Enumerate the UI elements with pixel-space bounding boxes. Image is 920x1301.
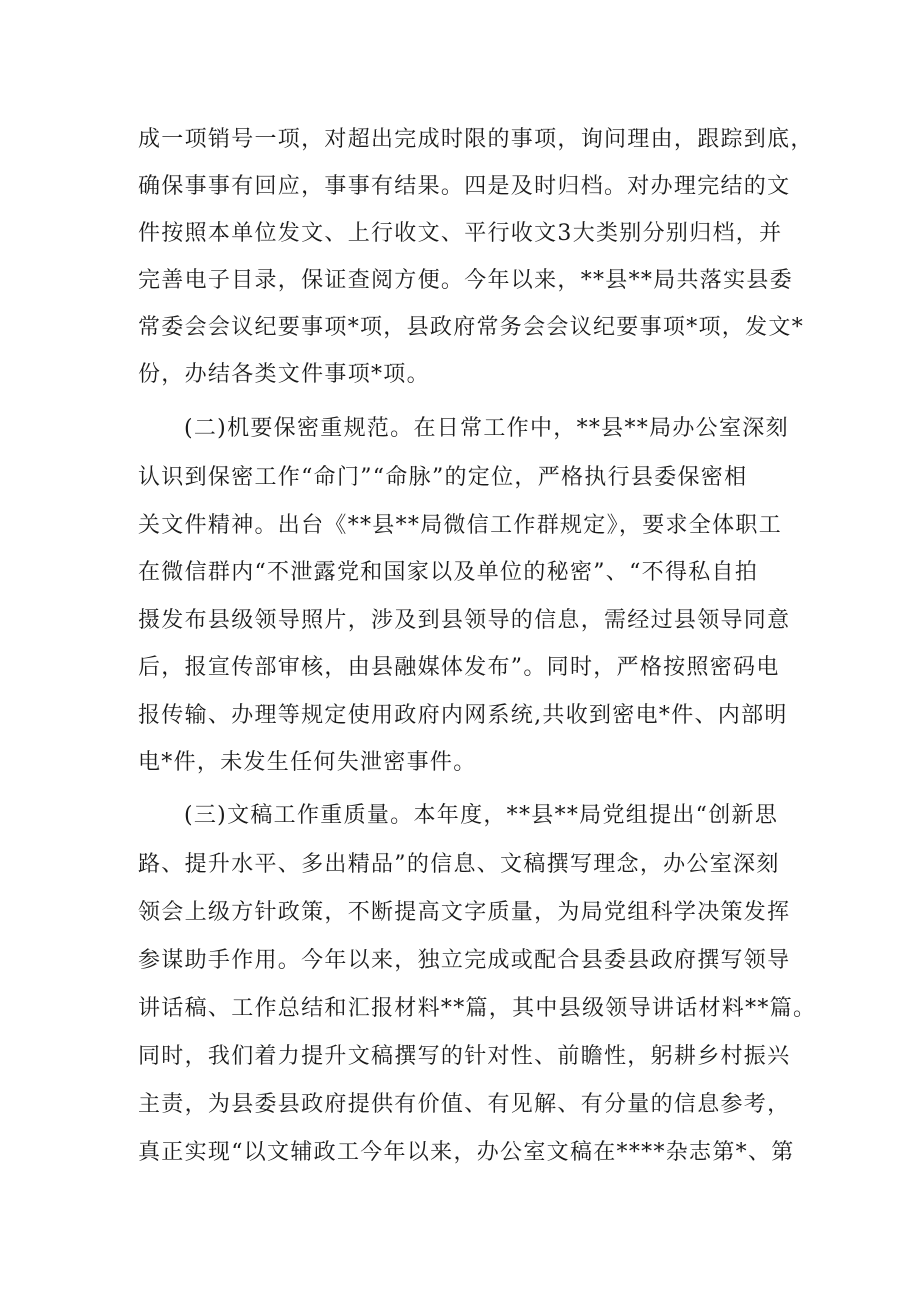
- text-line: 确保事事有回应，事事有结果。四是及时归档。对办理完结的文: [138, 174, 791, 199]
- text-line: (二)机要保密重规范。在日常工作中，**县**局办公室深刻: [184, 416, 789, 441]
- text-line: 参谋助手作用。今年以来，独立完成或配合县委县政府撰写领导: [138, 948, 791, 973]
- text-line: 领会上级方针政策，不断提高文字质量，为局党组科学决策发挥: [138, 900, 791, 925]
- text-line: 同时，我们着力提升文稿撰写的针对性、前瞻性，躬耕乡村振兴: [138, 1044, 791, 1069]
- text-line: 主责，为县委县政府提供有价值、有见解、有分量的信息参考，: [138, 1092, 791, 1117]
- text-line: 真正实现“以文辅政工今年以来，办公室文稿在****杂志第*、第: [138, 1140, 795, 1165]
- text-line: 路、提升水平、多出精品”的信息、文稿撰写理念，办公室深刻: [138, 852, 780, 877]
- text-line: 常委会会议纪要事项*项，县政府常务会会议纪要事项*项，发文*: [138, 315, 805, 340]
- text-line: 讲话稿、工作总结和汇报材料**篇，其中县级领导讲话材料**篇。: [138, 996, 817, 1021]
- text-line: 关文件精神。出台《**县**局微信工作群规定》，要求全体职工: [138, 513, 783, 538]
- text-line: 摄发布县级领导照片，涉及到县领导的信息，需经过县领导同意: [138, 608, 791, 633]
- text-line: 认识到保密工作“命门”“命脉”的定位，严格执行县委保密相: [138, 465, 748, 490]
- text-line: 成一项销号一项，对超出完成时限的事项，询问理由，跟踪到底，: [138, 127, 814, 152]
- text-line: 件按照本单位发文、上行收文、平行收文3大类别分别归档，并: [138, 221, 783, 246]
- text-line: 后，报宣传部审核，由县融媒体发布”。同时，严格按照密码电: [138, 655, 780, 680]
- text-line: 完善电子目录，保证查阅方便。今年以来，**县**局共落实县委: [138, 268, 794, 293]
- text-line: (三)文稿工作重质量。本年度，**县**局党组提出“创新思: [184, 803, 779, 828]
- text-line: 报传输、办理等规定使用政府内网系统,共收到密电*件、内部明: [138, 703, 788, 728]
- text-line: 在微信群内“不泄露党和国家以及单位的秘密”、“不得私自拍: [138, 560, 759, 585]
- text-line: 电*件，未发生任何失泄密事件。: [138, 750, 477, 775]
- text-line: 份，办结各类文件事项*项。: [138, 362, 430, 387]
